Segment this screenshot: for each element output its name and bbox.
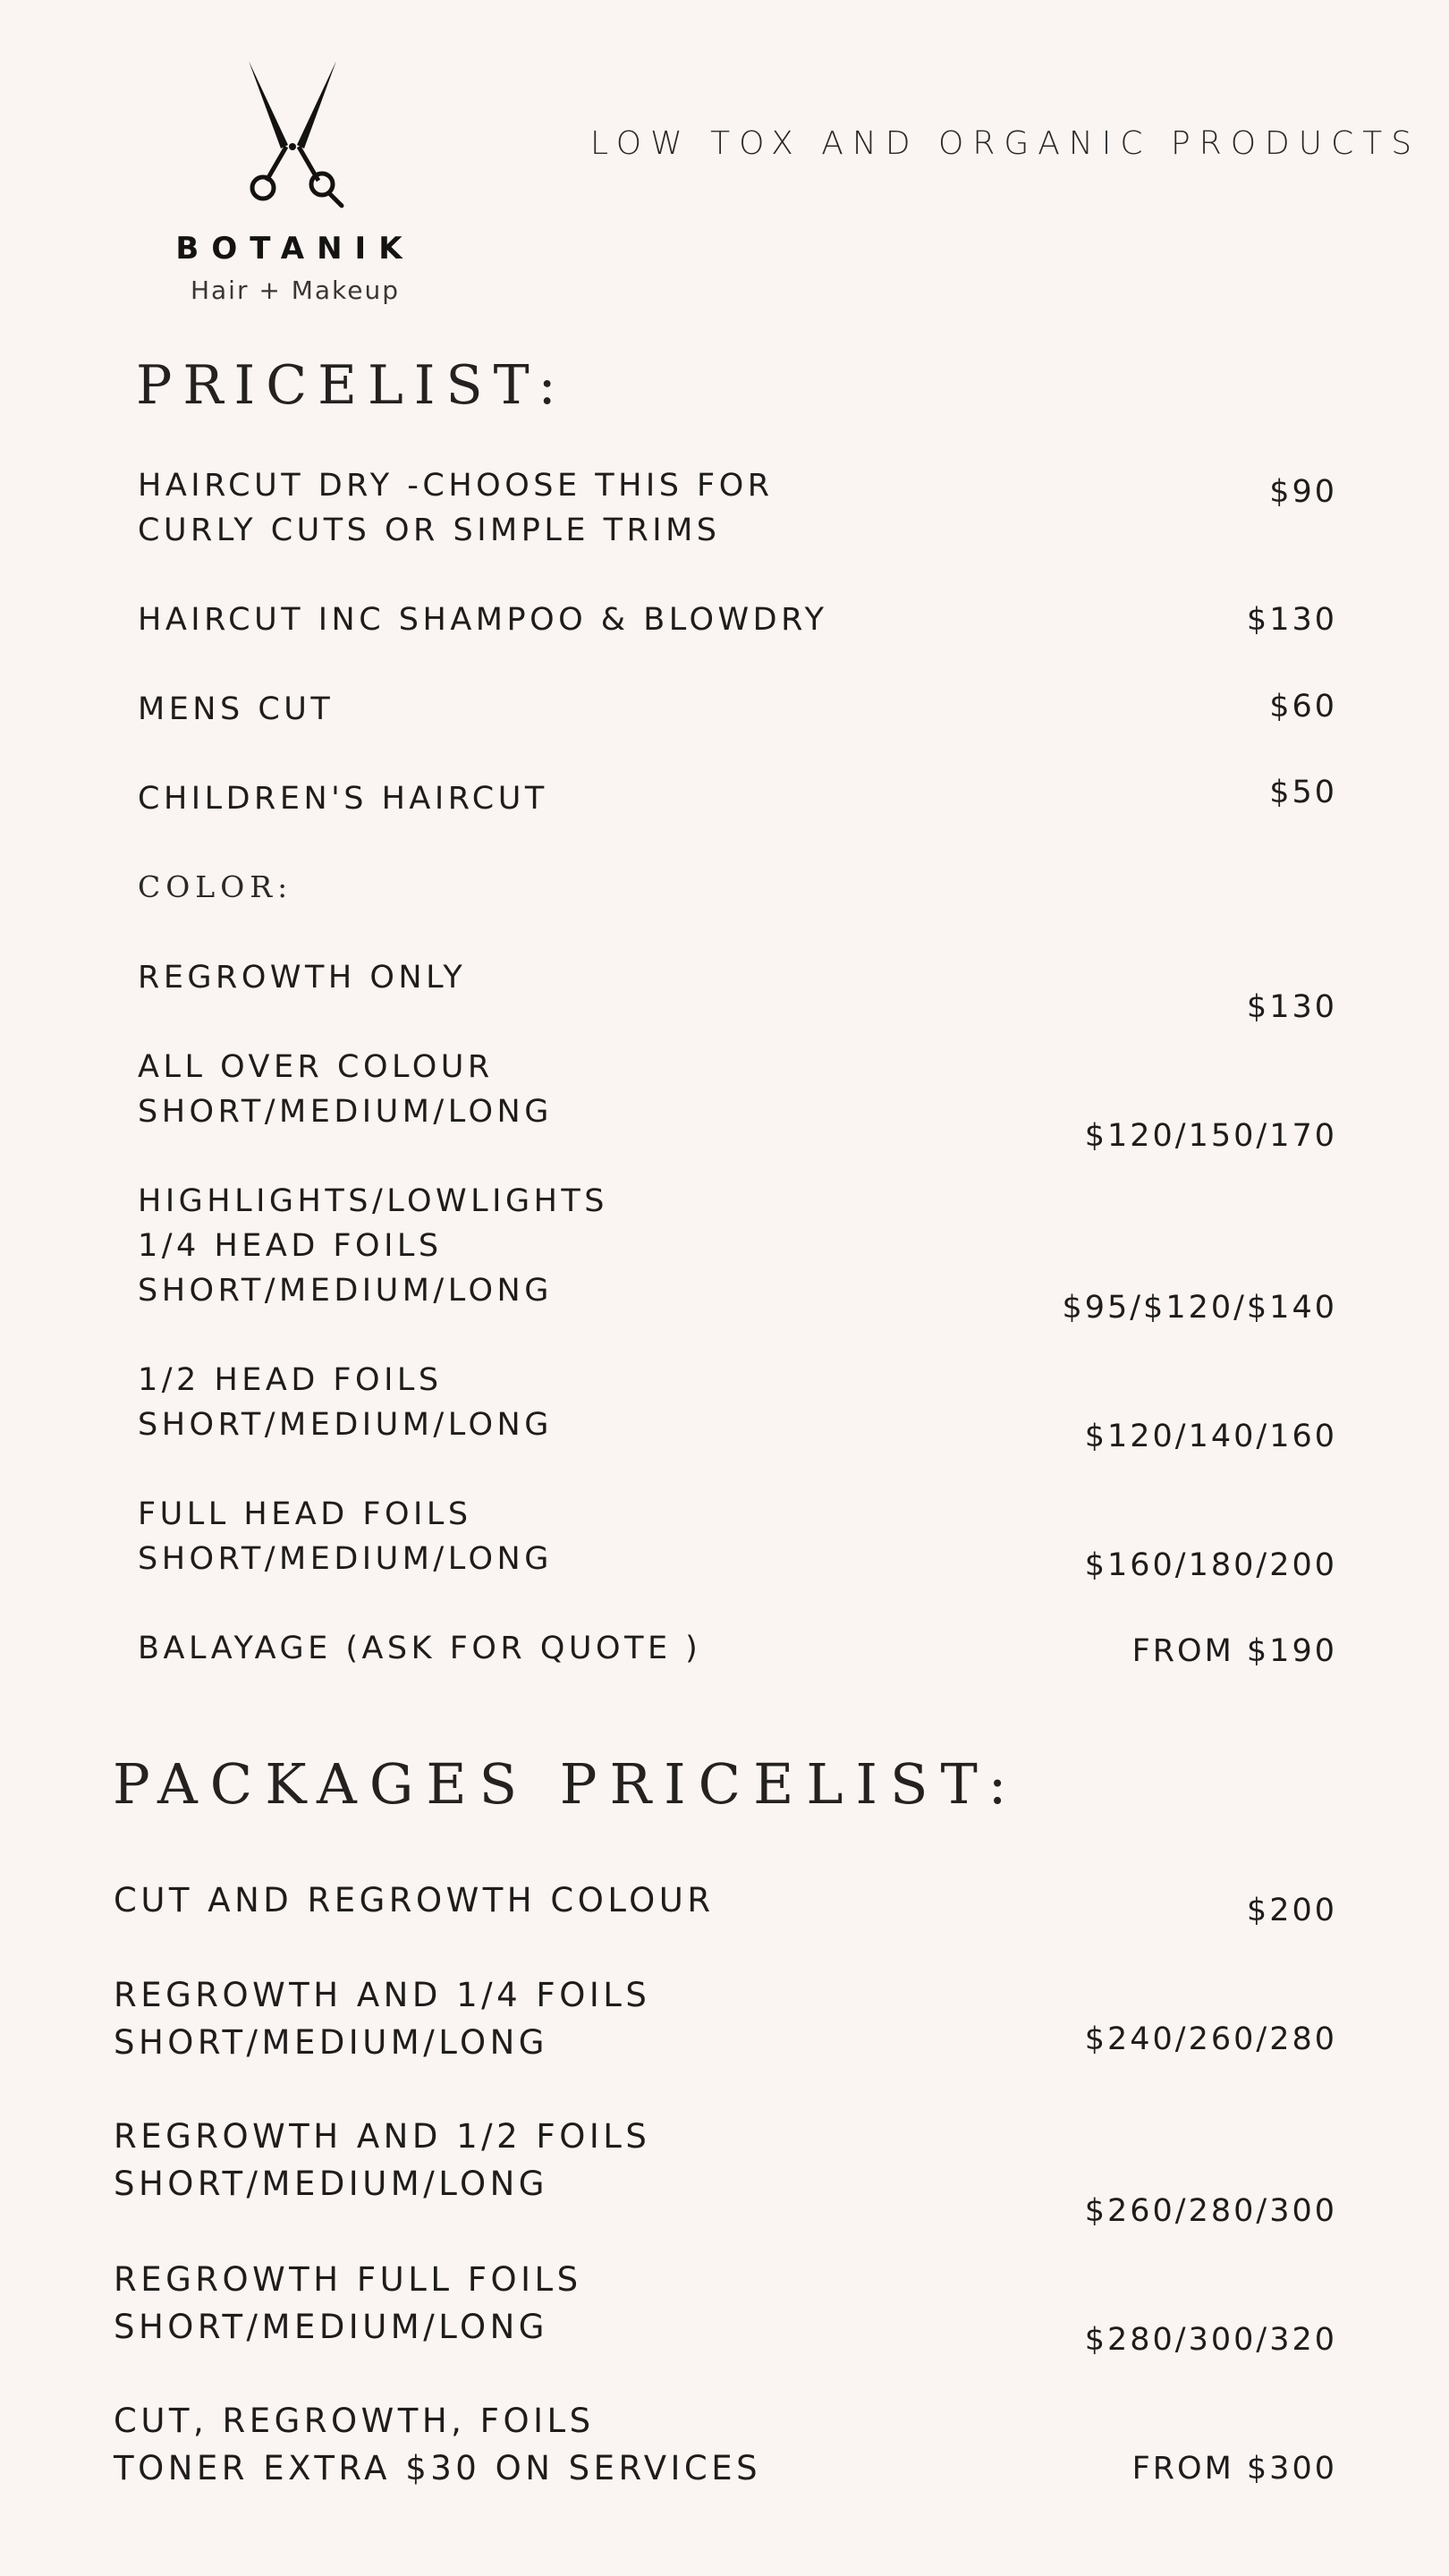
package-name-line: SHORT/MEDIUM/LONG — [114, 2308, 548, 2346]
package-name-line: SHORT/MEDIUM/LONG — [114, 2165, 548, 2203]
service-name-line: HAIRCUT DRY -CHOOSE THIS FOR — [138, 468, 774, 504]
package-name-line: TONER EXTRA $30 ON SERVICES — [114, 2449, 762, 2487]
service-name-line: MENS CUT — [138, 691, 335, 727]
service-price: $90 — [1269, 474, 1337, 510]
service-name-line: SHORT/MEDIUM/LONG — [138, 1407, 553, 1443]
package-name — [114, 2397, 761, 2492]
service-price: $130 — [1246, 989, 1337, 1025]
package-name — [114, 2256, 582, 2351]
service-name-line: REGROWTH ONLY — [138, 960, 467, 996]
service-price: $120/150/170 — [1084, 1118, 1337, 1154]
service-name — [138, 1492, 553, 1581]
service-name-line: CHILDREN'S HAIRCUT — [138, 781, 548, 817]
service-name-line: 1/4 HEAD FOILS — [138, 1228, 443, 1264]
service-name — [138, 1626, 701, 1671]
package-name — [114, 1971, 650, 2066]
scissors-icon — [234, 57, 351, 209]
pricelist-heading: PRICELIST: — [136, 354, 567, 417]
service-name — [138, 776, 548, 821]
package-name-line: REGROWTH AND 1/4 FOILS — [114, 1976, 651, 2014]
package-name-line: REGROWTH AND 1/2 FOILS — [114, 2117, 651, 2156]
service-price: $120/140/160 — [1084, 1419, 1337, 1454]
package-name-line: REGROWTH FULL FOILS — [114, 2260, 582, 2299]
service-name — [138, 1045, 553, 1134]
package-name-line: CUT AND REGROWTH COLOUR — [114, 1881, 715, 1919]
service-price: $95/$120/$140 — [1062, 1290, 1337, 1326]
service-name-line: SHORT/MEDIUM/LONG — [138, 1541, 553, 1577]
package-name-line: SHORT/MEDIUM/LONG — [114, 2023, 548, 2062]
package-name — [114, 1877, 715, 1924]
service-name-line: 1/2 HEAD FOILS — [138, 1362, 443, 1398]
brand-name: BOTANIK — [175, 231, 415, 267]
service-name-line: BALAYAGE (ASK FOR QUOTE ) — [138, 1631, 702, 1666]
package-name-line: CUT, REGROWTH, FOILS — [114, 2402, 595, 2440]
service-name-line: SHORT/MEDIUM/LONG — [138, 1094, 553, 1130]
service-name-line: ALL OVER COLOUR — [138, 1049, 494, 1085]
service-name-line: SHORT/MEDIUM/LONG — [138, 1273, 553, 1309]
tagline: LOW TOX AND ORGANIC PRODUCTS — [590, 125, 1421, 162]
service-name-line: FULL HEAD FOILS — [138, 1496, 472, 1532]
package-price: FROM $300 — [1131, 2451, 1337, 2487]
service-price: $130 — [1246, 602, 1337, 638]
package-name — [114, 2113, 650, 2207]
service-name-line: CURLY CUTS OR SIMPLE TRIMS — [138, 513, 721, 548]
package-price: $240/260/280 — [1084, 2021, 1337, 2057]
service-name-line: HAIRCUT INC SHAMPOO & BLOWDRY — [138, 602, 828, 638]
packages-heading: PACKAGES PRICELIST: — [113, 1751, 1020, 1817]
color-heading: COLOR: — [138, 869, 293, 904]
package-price: $280/300/320 — [1084, 2322, 1337, 2358]
service-price: $60 — [1269, 689, 1337, 724]
service-name-line: HIGHLIGHTS/LOWLIGHTS — [138, 1183, 608, 1219]
service-name — [138, 597, 828, 642]
service-name — [138, 463, 774, 553]
service-name — [138, 1358, 553, 1447]
service-name — [138, 1179, 608, 1313]
service-price: $50 — [1269, 775, 1337, 810]
package-price: $260/280/300 — [1084, 2193, 1337, 2229]
service-name — [138, 687, 334, 732]
service-price: FROM $190 — [1131, 1633, 1337, 1669]
package-price: $200 — [1246, 1893, 1337, 1928]
service-price: $160/180/200 — [1084, 1547, 1337, 1583]
service-name — [138, 955, 466, 1000]
brand-subtitle: Hair + Makeup — [190, 275, 401, 305]
